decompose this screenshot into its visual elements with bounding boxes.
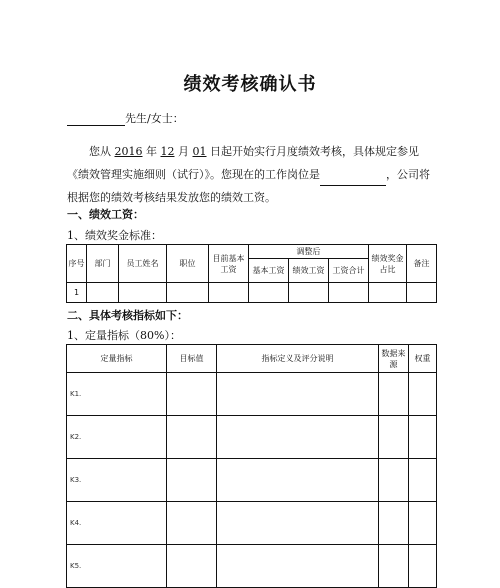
cell-weight[interactable] bbox=[409, 545, 437, 588]
para-text-3: 月 bbox=[174, 145, 193, 158]
cell-position[interactable] bbox=[167, 283, 209, 303]
para-text-4: 日起开始实行月度绩效考核，具体规定参见《绩效管理实施细则（试行）》。您现在的工作岗位是 bbox=[67, 145, 419, 181]
col-bonus-ratio: 绩效奖金占比 bbox=[369, 245, 407, 283]
indicator-code: K4. bbox=[67, 502, 167, 545]
intro-paragraph bbox=[67, 140, 437, 209]
cell-name[interactable] bbox=[119, 283, 167, 303]
cell-target[interactable] bbox=[167, 416, 217, 459]
cell-adj-total[interactable] bbox=[329, 283, 369, 303]
start-day: 01 bbox=[192, 145, 207, 158]
cell-bonus-ratio[interactable] bbox=[369, 283, 407, 303]
table-row bbox=[67, 459, 437, 502]
cell-definition[interactable] bbox=[217, 373, 379, 416]
bonus-standard-table bbox=[66, 244, 437, 303]
quantitative-indicator-table bbox=[66, 344, 437, 588]
col-seq: 序号 bbox=[67, 245, 87, 283]
indicator-code: K1. bbox=[67, 373, 167, 416]
col-note: 备注 bbox=[407, 245, 437, 283]
section-indicators: 二、具体考核指标如下： bbox=[67, 309, 188, 322]
indicator-code: K5. bbox=[67, 545, 167, 588]
name-blank[interactable] bbox=[67, 125, 125, 126]
cell-dept[interactable] bbox=[87, 283, 119, 303]
table-row bbox=[67, 545, 437, 588]
cell-adj-perf[interactable] bbox=[289, 283, 329, 303]
table-row bbox=[67, 416, 437, 459]
cell-weight[interactable] bbox=[409, 459, 437, 502]
row-seq: 1 bbox=[67, 283, 87, 303]
para-text-2: 年 bbox=[142, 145, 161, 158]
cell-source[interactable] bbox=[379, 545, 409, 588]
col-adjusted: 调整后 bbox=[249, 245, 369, 259]
cell-target[interactable] bbox=[167, 502, 217, 545]
cell-source[interactable] bbox=[379, 416, 409, 459]
salutation-line bbox=[67, 110, 184, 126]
cell-current-wage[interactable] bbox=[209, 283, 249, 303]
para-text-1: 您从 bbox=[89, 145, 115, 158]
para-text-5: ，公司将根据您的绩效考核结果发放您的绩效工资。 bbox=[67, 168, 430, 204]
cell-definition[interactable] bbox=[217, 416, 379, 459]
cell-weight[interactable] bbox=[409, 416, 437, 459]
cell-source[interactable] bbox=[379, 373, 409, 416]
col-name: 员工姓名 bbox=[119, 245, 167, 283]
indicator-code: K2. bbox=[67, 416, 167, 459]
table-row bbox=[67, 283, 437, 303]
col-adj-total: 工资合计 bbox=[329, 259, 369, 283]
table-row bbox=[67, 373, 437, 416]
cell-target[interactable] bbox=[167, 373, 217, 416]
table-row bbox=[67, 502, 437, 545]
col-current-wage: 目前基本工资 bbox=[209, 245, 249, 283]
cell-definition[interactable] bbox=[217, 545, 379, 588]
cell-target[interactable] bbox=[167, 459, 217, 502]
cell-weight[interactable] bbox=[409, 373, 437, 416]
position-blank[interactable] bbox=[320, 173, 386, 186]
cell-target[interactable] bbox=[167, 545, 217, 588]
subsection-quantitative: 1、定量指标（80%）： bbox=[67, 329, 181, 342]
cell-weight[interactable] bbox=[409, 502, 437, 545]
col-definition: 指标定义及评分说明 bbox=[217, 345, 379, 373]
document-title: 绩效考核确认书 bbox=[183, 74, 317, 95]
col-source: 数据来源 bbox=[379, 345, 409, 373]
cell-definition[interactable] bbox=[217, 502, 379, 545]
start-month: 12 bbox=[160, 145, 175, 158]
cell-note[interactable] bbox=[407, 283, 437, 303]
cell-definition[interactable] bbox=[217, 459, 379, 502]
indicator-code: K3. bbox=[67, 459, 167, 502]
col-indicator: 定量指标 bbox=[67, 345, 167, 373]
start-year: 2016 bbox=[114, 145, 143, 158]
col-dept: 部门 bbox=[87, 245, 119, 283]
cell-source[interactable] bbox=[379, 459, 409, 502]
col-weight: 权重 bbox=[409, 345, 437, 373]
subsection-bonus-standard: 1、绩效奖金标准： bbox=[67, 229, 162, 242]
salutation-text: 先生/女士： bbox=[125, 112, 184, 125]
section-performance-wage: 一、绩效工资： bbox=[67, 208, 144, 221]
col-adj-base: 基本工资 bbox=[249, 259, 289, 283]
col-position: 职位 bbox=[167, 245, 209, 283]
cell-adj-base[interactable] bbox=[249, 283, 289, 303]
col-target: 目标值 bbox=[167, 345, 217, 373]
col-adj-perf: 绩效工资 bbox=[289, 259, 329, 283]
cell-source[interactable] bbox=[379, 502, 409, 545]
